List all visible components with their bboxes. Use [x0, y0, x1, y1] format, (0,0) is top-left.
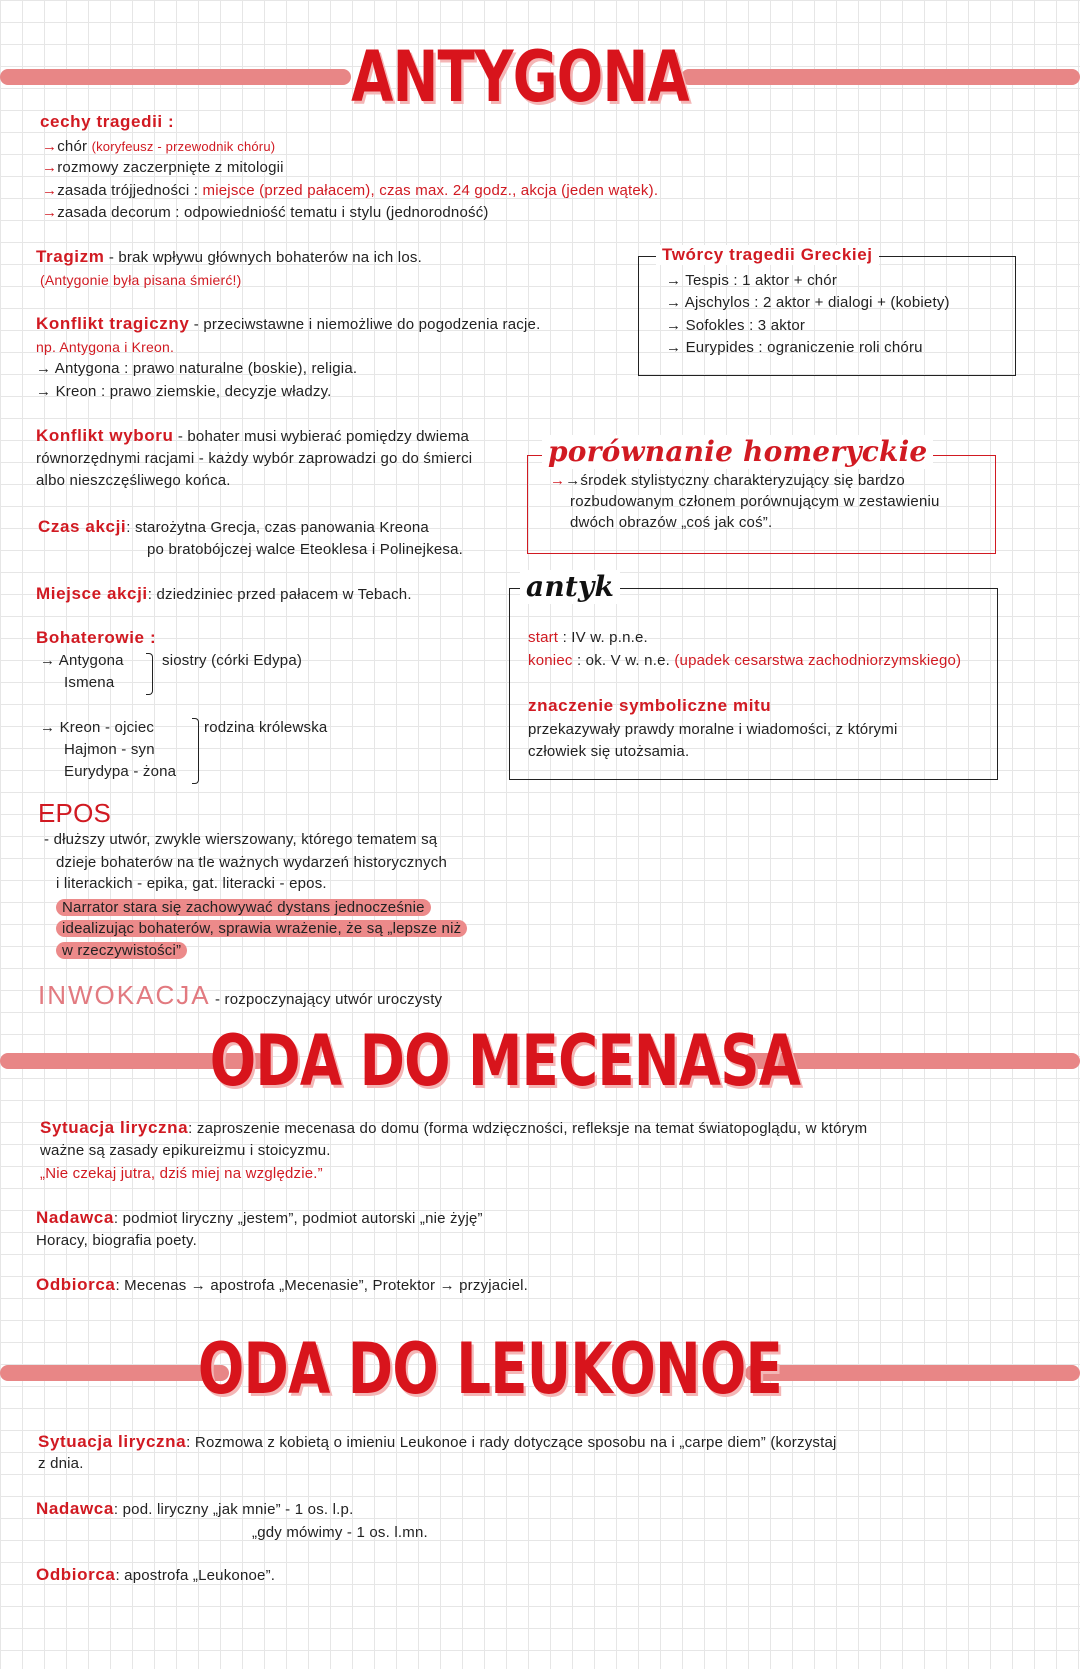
list-item: →chór (koryfeusz - przewodnik chóru)	[42, 138, 276, 155]
text-line: - dłuższy utwór, zwykle wierszowany, którego tematem są	[44, 831, 438, 848]
tworcy-title: Twórcy tragedii Greckiej	[656, 245, 879, 265]
divider-bar	[0, 69, 351, 85]
section-title: ODA DO LEUKONOE	[197, 1328, 783, 1410]
antyk-koniec: koniec : ok. V w. n.e. (upadek cesarstwa zachodniorzymskiego)	[528, 652, 962, 669]
czas-akcji: Czas akcji: starożytna Grecja, czas panowania Kreona	[38, 517, 429, 536]
highlight-line: idealizując bohaterów, sprawia wrażenie, że są „lepsze niż	[56, 919, 467, 939]
text-line: dzieje bohaterów na tle ważnych wydarzeń historycznych	[56, 854, 447, 871]
character: → Antygona	[40, 652, 124, 669]
text-line: równorzędnymi racjami - każdy wybór zaprowadzi go do śmierci	[36, 450, 473, 467]
tragizm-note: (Antygonie była pisana śmierć!)	[40, 272, 242, 288]
text-line: rozbudowanym członem porównującym w zestawieniu	[570, 493, 940, 510]
section-title: ODA DO MECENASA	[209, 1020, 801, 1102]
text-line: po bratobójczej walce Eteoklesa i Polinejkesa.	[147, 541, 464, 558]
list-item: →rozmowy zaczerpnięte z mitologii	[42, 159, 284, 176]
page-title	[304, 37, 737, 117]
list-item: → Eurypides : ograniczenie roli chóru	[666, 339, 923, 356]
highlight-line: Narrator stara się zachowywać dystans jednocześnie	[56, 898, 431, 918]
bohaterowie-heading: Bohaterowie :	[36, 628, 157, 647]
text-line: Horacy, biografia poety.	[36, 1232, 197, 1249]
znaczenie-heading: znaczenie symboliczne mitu	[528, 696, 772, 715]
antyk-start: start : IV w. p.n.e.	[528, 629, 648, 646]
group-note: siostry (córki Edypa)	[162, 652, 303, 669]
text-line: z dnia.	[38, 1455, 84, 1472]
quote: „Nie czekaj jutra, dziś miej na względzie.”	[40, 1165, 323, 1182]
text-line: dwóch obrazów „coś jak coś”.	[570, 514, 773, 531]
bracket	[146, 653, 153, 695]
sytuacja-liryczna: Sytuacja liryczna: Rozmowa z kobietą o imieniu Leukonoe i rady dotyczące sposobu na i „carpe diem” (korzystaj	[38, 1432, 837, 1451]
text-line: albo nieszczęśliwego końca.	[36, 472, 231, 489]
cechy-heading: cechy tragedii :	[40, 112, 175, 131]
antyk-title: antyk	[520, 570, 620, 604]
highlight-line: w rzeczywistości”	[56, 941, 187, 961]
character: Eurydypa - żona	[64, 763, 177, 780]
character: → Kreon - ojciec	[40, 719, 155, 736]
konflikt-wyboru: Konflikt wyboru - bohater musi wybierać pomiędzy dwiema	[36, 426, 470, 445]
divider-bar	[681, 69, 1080, 85]
list-item: → Kreon : prawo ziemskie, decyzje władzy.	[36, 383, 332, 400]
group-note: rodzina królewska	[204, 719, 328, 736]
tragizm: Tragizm - brak wpływu głównych bohaterów na ich los.	[36, 247, 422, 266]
text-line: i literackich - epika, gat. literacki - epos.	[56, 875, 327, 892]
odbiorca: Odbiorca: Mecenas → apostrofa „Mecenasie”, Protektor → przyjaciel.	[36, 1275, 529, 1294]
porownanie-title: porównanie homeryckie	[542, 435, 933, 469]
sytuacja-liryczna: Sytuacja liryczna: zaproszenie mecenasa do domu (forma wdzięczności, refleksje na temat światopoglądu, w którym	[40, 1118, 868, 1137]
text-line: ważne są zasady epikureizmu i stoicyzmu.	[40, 1142, 331, 1159]
list-item: →zasada decorum : odpowiedniość tematu i stylu (jednorodność)	[42, 204, 489, 221]
list-item: → Ajschylos : 2 aktor + dialogi + (kobiety)	[666, 294, 950, 311]
list-item: → Antygona : prawo naturalne (boskie), religia.	[36, 360, 358, 377]
inwokacja: INWOKACJA - rozpoczynający utwór uroczysty	[38, 980, 443, 1010]
example: np. Antygona i Kreon.	[36, 339, 175, 355]
text-line: „gdy mówimy - 1 os. l.mn.	[252, 1524, 428, 1541]
nadawca: Nadawca: pod. liryczny „jak mnie” - 1 os. l.p.	[36, 1499, 354, 1518]
list-item: → Tespis : 1 aktor + chór	[666, 272, 838, 289]
epos-heading: EPOS	[38, 798, 112, 828]
nadawca: Nadawca: podmiot liryczny „jestem”, podmiot autorski „nie żyję”	[36, 1208, 483, 1227]
odbiorca: Odbiorca: apostrofa „Leukonoe”.	[36, 1565, 276, 1584]
list-item: →zasada trójjedności : miejsce (przed pałacem), czas max. 24 godz., akcja (jeden wątek).	[42, 182, 659, 199]
title-text: ANTYGONA	[351, 36, 689, 118]
character: Ismena	[64, 674, 115, 691]
konflikt-tragiczny: Konflikt tragiczny - przeciwstawne i niemożliwe do pogodzenia racje.	[36, 314, 541, 333]
text-line: przekazywały prawdy moralne i wiadomości, z którymi	[528, 721, 898, 738]
character: Hajmon - syn	[64, 741, 155, 758]
miejsce-akcji: Miejsce akcji: dziedziniec przed pałacem w Tebach.	[36, 584, 412, 603]
bracket	[192, 718, 199, 784]
text-line: człowiek się utożsamia.	[528, 743, 690, 760]
list-item: → Sofokles : 3 aktor	[666, 317, 806, 334]
text-line: →→środek stylistyczny charakteryzujący się bardzo	[550, 472, 905, 489]
